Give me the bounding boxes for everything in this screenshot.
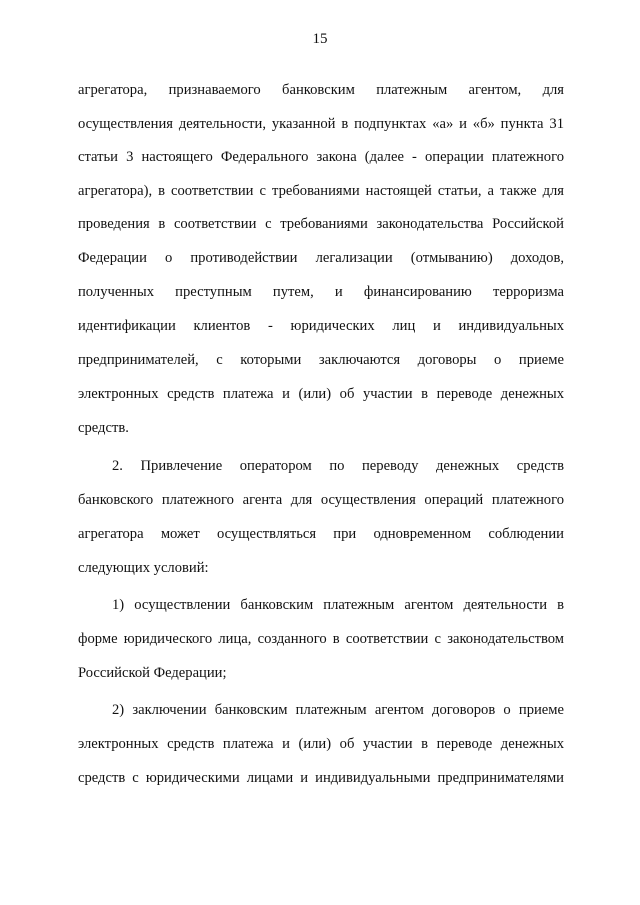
text-line: Российской Федерации; bbox=[78, 665, 227, 681]
text-line: Федерации о противодействии легализации (отмыванию) доходов, bbox=[78, 250, 564, 266]
text-line: 1) осуществлении банковским платежным агентом деятельности в bbox=[112, 597, 564, 613]
text-line: полученных преступным путем, и финансированию терроризма bbox=[78, 284, 564, 300]
text-line: агрегатора), в соответствии с требованиями настоящей статьи, а также для bbox=[78, 183, 564, 199]
text-line: электронных средств платежа и (или) об участии в переводе денежных bbox=[78, 736, 564, 752]
text-line: следующих условий: bbox=[78, 560, 209, 576]
text-line: агрегатора может осуществляться при одновременном соблюдении bbox=[78, 526, 564, 542]
text-line: агрегатора, признаваемого банковским платежным агентом, для bbox=[78, 82, 564, 98]
text-line: проведения в соответствии с требованиями законодательства Российской bbox=[78, 216, 564, 232]
text-line: электронных средств платежа и (или) об участии в переводе денежных bbox=[78, 386, 564, 402]
text-line: 2. Привлечение оператором по переводу денежных средств bbox=[112, 458, 564, 474]
text-line: банковского платежного агента для осуществления операций платежного bbox=[78, 492, 564, 508]
text-line: идентификации клиентов - юридических лиц и индивидуальных bbox=[78, 318, 564, 334]
text-line: форме юридического лица, созданного в соответствии с законодательством bbox=[78, 631, 564, 647]
text-line: предпринимателей, с которыми заключаются договоры о приеме bbox=[78, 352, 564, 368]
text-line: статьи 3 настоящего Федерального закона (далее - операции платежного bbox=[78, 149, 564, 165]
text-line: осуществления деятельности, указанной в подпунктах «а» и «б» пункта 31 bbox=[78, 116, 564, 132]
text-line: средств с юридическими лицами и индивидуальными предпринимателями bbox=[78, 770, 564, 786]
page-number: 15 bbox=[312, 31, 328, 47]
text-line: 2) заключении банковским платежным агентом договоров о приеме bbox=[112, 702, 564, 718]
text-line: средств. bbox=[78, 420, 129, 436]
